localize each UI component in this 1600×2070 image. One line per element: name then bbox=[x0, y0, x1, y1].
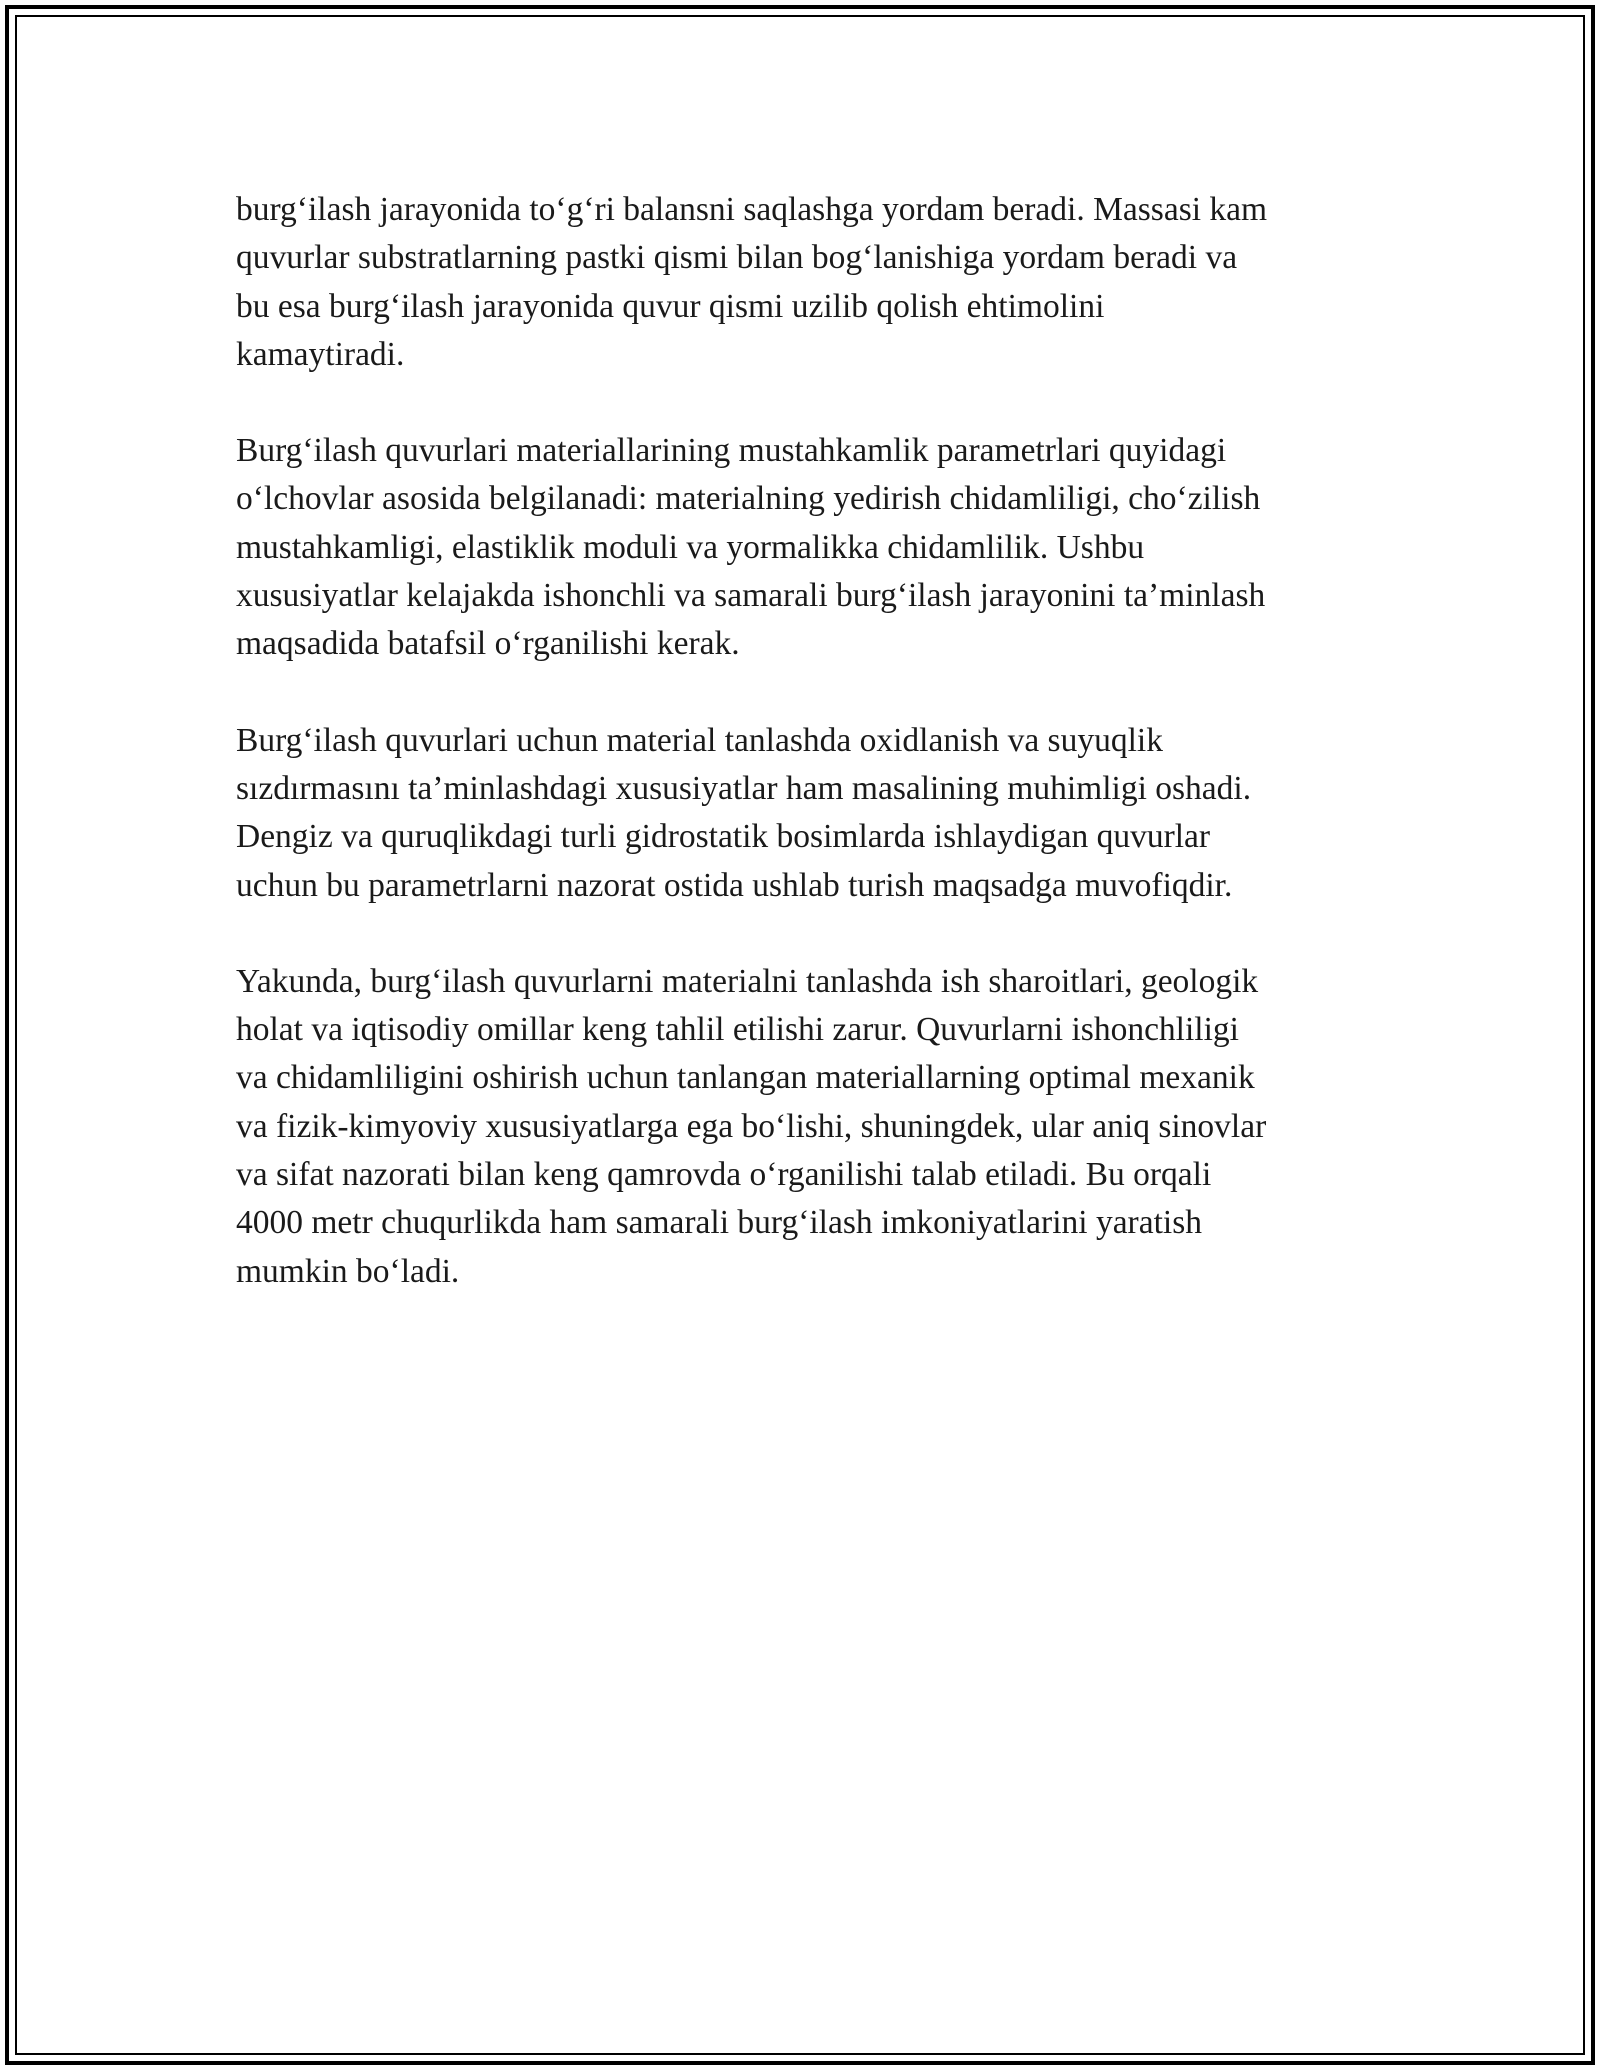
text-line: kamaytiradi. bbox=[236, 335, 405, 373]
text-line: mumkin bo‘ladi. bbox=[236, 1252, 460, 1290]
paragraph-3 bbox=[236, 717, 1370, 910]
paragraph-2 bbox=[236, 427, 1370, 668]
text-line: va sifat nazorati bilan keng qamrovda o‘rganilishi talab etiladi. Bu orqali bbox=[236, 1156, 1212, 1194]
text-line: burg‘ilash jarayonida to‘g‘ri balansni saqlashga yordam beradi. Massasi kam bbox=[236, 191, 1268, 228]
text-line: bu esa burg‘ilash jarayonida quvur qismi uzilib qolish ehtimolini bbox=[236, 287, 1105, 325]
paragraph-4 bbox=[236, 958, 1370, 1296]
text-line: va chidamliligini oshirish uchun tanlangan materiallarning optimal mexanik bbox=[236, 1059, 1255, 1097]
text-line: xususiyatlar kelajakda ishonchli va samarali burg‘ilash jarayonini ta’minlash bbox=[236, 577, 1266, 615]
text-line: quvurlar substratlarning pastki qismi bilan bog‘lanishiga yordam beradi va bbox=[236, 239, 1238, 277]
text-line: mustahkamligi, elastiklik moduli va yormalikka chidamlilik. Ushbu bbox=[236, 528, 1145, 566]
text-line: Burg‘ilash quvurlari materiallarining mustahkamlik parametrlari quyidagi bbox=[236, 432, 1227, 470]
text-line: maqsadida batafsil o‘rganilishi kerak. bbox=[236, 625, 740, 663]
document-body bbox=[236, 186, 1370, 1344]
text-line: Burg‘ilash quvurlari uchun material tanlashda oxidlanish va suyuqlik bbox=[236, 721, 1163, 759]
text-line: holat va iqtisodiy omillar keng tahlil etilishi zarur. Quvurlarni ishonchliligi bbox=[236, 1011, 1239, 1049]
text-line: Dengiz va quruqlikdagi turli gidrostatik bosimlarda ishlaydigan quvurlar bbox=[236, 818, 1211, 856]
paragraph-1 bbox=[236, 186, 1370, 379]
text-line: sızdırmasını ta’minlashdagi xususiyatlar ham masalining muhimligi oshadi. bbox=[236, 769, 1252, 807]
text-line: Yakunda, burg‘ilash quvurlarni materialni tanlashda ish sharoitlari, geologik bbox=[236, 962, 1259, 1000]
text-line: 4000 metr chuqurlikda ham samarali burg‘ilash imkoniyatlarini yaratish bbox=[236, 1204, 1202, 1242]
text-line: uchun bu parametrlarni nazorat ostida ushlab turish maqsadga muvofiqdir. bbox=[236, 866, 1233, 904]
text-line: va fizik-kimyoviy xususiyatlarga ega bo‘lishi, shuningdek, ular aniq sinovlar bbox=[236, 1107, 1267, 1145]
text-line: o‘lchovlar asosida belgilanadi: materialning yedirish chidamliligi, cho‘zilish bbox=[236, 480, 1261, 518]
